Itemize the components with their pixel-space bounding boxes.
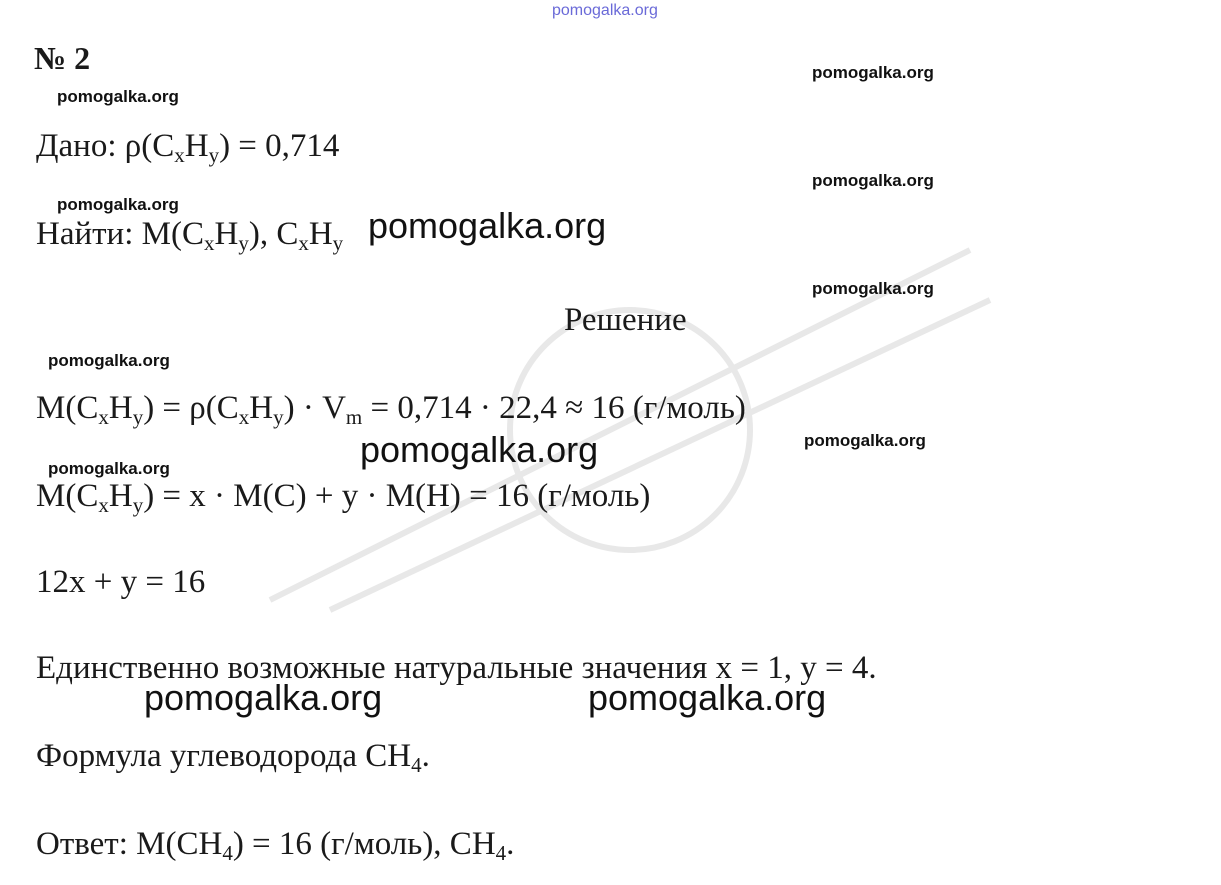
watermark: pomogalka.org [48, 459, 170, 478]
watermark: pomogalka.org [812, 63, 934, 82]
watermark: pomogalka.org [57, 195, 179, 214]
formula-line: Формула углеводорода $CH_4$. [36, 738, 430, 777]
task-number: № 2 [34, 40, 91, 76]
equation-1: $M(C_xH_y) = \rho(C_xH_y) \cdot V_m = 0,714 \cdot 22,4 \approx 16$ (г/моль) [36, 390, 746, 429]
watermark: pomogalka.org [812, 279, 934, 298]
watermark-top: pomogalka.org [552, 2, 658, 19]
watermark-large: pomogalka.org [360, 429, 599, 470]
possible-values-line: Единственно возможные натуральные значения x = 1, y = 4. [36, 650, 877, 686]
answer-line: Ответ: $M(CH_4) = 16$ (г/моль), $CH_4$. [36, 826, 515, 865]
given-line: Дано: $\rho(C_xH_y) = 0,714$ [36, 128, 340, 167]
watermark-large: pomogalka.org [368, 205, 607, 246]
find-line: Найти: $M(C_xH_y)$, $C_xH_y$ [36, 216, 344, 255]
watermark: pomogalka.org [812, 171, 934, 190]
watermark: pomogalka.org [57, 87, 179, 106]
watermark: pomogalka.org [48, 351, 170, 370]
equation-3: 12x + y = 16 [36, 564, 206, 600]
solution-heading: Решение [564, 302, 687, 338]
watermark: pomogalka.org [804, 431, 926, 450]
equation-2: $M(C_xH_y) = x \cdot M(C) + y \cdot M(H) = 16$ (г/моль) [36, 478, 651, 517]
watermark-large: pomogalka.org [588, 677, 827, 718]
watermark-large: pomogalka.org [144, 677, 383, 718]
